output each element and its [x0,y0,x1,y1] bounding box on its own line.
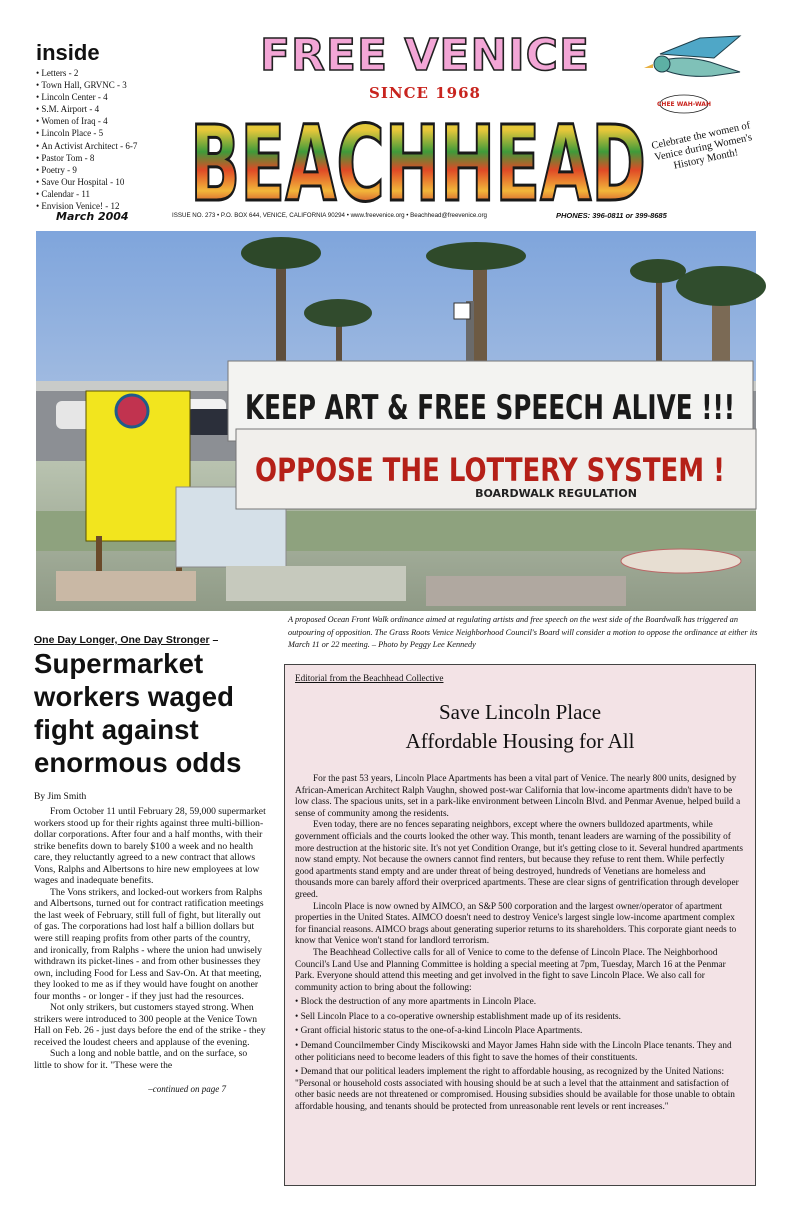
issue-date: March 2004 [56,210,129,223]
editorial-body [295,774,745,1114]
kicker-dash: – [212,634,219,646]
story-kicker [34,634,266,646]
inside-box [36,42,186,212]
inside-item[interactable]: • Letters - 2 [36,67,186,79]
demand-item: • Block the destruction of any more apartments in Lincoln Place. [295,997,745,1009]
bird-beak [644,64,653,68]
editorial-paragraph: Even today, there are no fences separating neighbors, except where the owners bulldozed apartments, while government officials and the courts looked the other way. This month, tenant leaders are warning of the possibility of more destruction at the historic site. It's not yet Condition Orange, but it's getting close to it. Several hundred apartments now stand empty. Not because the owners cannot find renters, but because they refuse to rent them. While perfectly good apartments stand empty and are under threat of being destroyed, hundreds of Venetians are homeless and thousands more can barely afford their overpriced apartments. These are clear signs of gentrification through developer greed. [295,820,743,900]
inside-item[interactable]: • Poetry - 9 [36,164,186,176]
story-paragraph: Not only strikers, but customers stayed strong. When strikers were introduced to 300 people at the Venice Town Hall on Feb. 26 - just days before the end of the strike - they received the loudest cheers and applause of the evening. [34,1002,266,1048]
demand-item: • Grant official historic status to the one-of-a-kind Lincoln Place Apartments. [295,1026,745,1038]
masthead-top-line: FREE VENICE [259,30,591,81]
continued-link[interactable]: –continued on page 7 [148,1083,226,1094]
bird-illustration [640,32,758,112]
inside-list [36,67,186,212]
bird-body [658,58,740,76]
masthead-name: BEACHHEAD [190,103,646,225]
story-paragraph: The Vons strikers, and locked-out workers from Ralphs and Albertsons, turned out for contract ratification meetings the last week of February, still full of fight, but literally out of gas. The corporations had lost half a billion dollars but were still reaping profits from other parts of the country, and ironically, from Ralphs - where the union had unwisely withdrawn its picket-lines - and from other businesses they own, including Food for Less and Sav-On. At that meeting, they looked to me as if they would have fought on another four months - or longer - if they just had the resources. [34,886,264,1002]
inside-item[interactable]: • Lincoln Center - 4 [36,91,186,103]
editorial-label: Editorial from the Beachhead Collective [295,673,444,683]
demand-item: • Sell Lincoln Place to a co-operative ownership establishment made up of its residents. [295,1012,745,1024]
inside-item[interactable]: • An Activist Architect - 6-7 [36,140,186,152]
front-photo [36,231,756,611]
kicker-text: One Day Longer, One Day Stronger [34,634,210,646]
banner-bottom-text: OPPOSE THE LOTTERY SYSTEM ! [255,451,725,489]
demands-list [295,997,745,1113]
demand-item: • Demand that our political leaders implement the right to affordable housing, as recognized by the United Nations: "Personal or household costs associated with housing should be at such a level that the attainment and satisfaction of other basic needs are not threatened or compromised. Housing subsidies should be available for those unable to obtain affordable housing, and tenants should be protected from unreasonable rent levels or rent increases." [295,1067,745,1113]
inside-item[interactable]: • Calendar - 11 [36,188,186,200]
story-paragraph: From October 11 until February 28, 59,000 supermarket workers stood up for their rights against three multi-billion-dollar corporations. After four and a half months, with their strike benefits down to barely $100 a week and no health care, they reluctantly agreed to a new contract that allows Vons, Ralphs and Albertsons to hire new employees at low wages and inadequate benefits. [34,806,266,887]
editorial-title [295,698,745,756]
bird-wing [660,36,740,58]
masthead-since: SINCE 1968 [369,84,481,102]
info-line [36,210,756,224]
editorial-paragraph: For the past 53 years, Lincoln Place Apartments has been a vital part of Venice. The nearly 800 units, designed by African-American Architect Ralph Vaughn, showed post-war California that low-income apartments didn't have to be low class. The spacious units, set in a park-like environment between Lincoln Blvd. and Penmar Avenue, helped build a sense of community among the residents. [295,774,741,819]
inside-title: inside [36,40,100,65]
inside-item[interactable]: • Save Our Hospital - 10 [36,176,186,188]
story-paragraph: Such a long and noble battle, and on the surface, so little to show for it. "These were the [34,1048,248,1072]
story-headline: Supermarket workers waged fight against enormous odds [34,648,242,778]
story-byline: By Jim Smith [34,792,87,802]
editorial-box [284,664,756,1186]
phone-numbers: PHONES: 396-0811 or 399-8685 [556,211,667,220]
inside-item[interactable]: • Envision Venice! - 12 [36,200,186,212]
inside-item[interactable]: • Town Hall, GRVNC - 3 [36,79,186,91]
photo-caption: A proposed Ocean Front Walk ordinance aimed at regulating artists and free speech on the west side of the Boardwalk has triggered an outpouring of opposition. The Grass Roots Venice Neighborhood Council's Board will consider a motion to oppose the ordinance at either its March 11 or 22 meeting. – Photo by Peggy Lee Kennedy [288,615,758,649]
easel-leg [96,536,102,576]
inside-item[interactable]: • Women of Iraq - 4 [36,115,186,127]
editorial-title-line: Save Lincoln Place [438,700,602,724]
street-sign [454,303,470,319]
inside-item[interactable]: • S.M. Airport - 4 [36,103,186,115]
bird-call: CHEE WAH-WAH [657,101,711,108]
banner-top-text: KEEP ART & FREE SPEECH ALIVE !!! [245,388,735,428]
story-body [34,806,266,1072]
editorial-paragraph: Lincoln Place is now owned by AIMCO, an S&P 500 corporation and the largest owner/operator of apartment properties in the United States. AIMCO doesn't need to destroy Venice's largest single low-income apartment complex for financial reasons. AIMCO brags about generating superior returns to its shareholders. This corporate giant needs to know that Venice won't stand for landlord terrorism. [295,901,737,947]
issue-info: ISSUE NO. 273 • P.O. BOX 644, VENICE, CALIFORNIA 90294 • www.freevenice.org • Beachhead@freevenice.org [172,212,487,219]
inside-item[interactable]: • Pastor Tom - 8 [36,152,186,164]
editorial-title-line: Affordable Housing for All [405,729,635,753]
banner-small-text: BOARDWALK REGULATION [475,487,637,500]
demand-item: • Demand Councilmember Cindy Miscikowski and Mayor James Hahn side with the Lincoln Place tenants. They and other politicians need to become leaders of this fight to save the homes of their constituents. [295,1041,745,1064]
painting-face [116,395,148,427]
editorial-paragraph: The Beachhead Collective calls for all of Venice to come to the defense of Lincoln Place. The Neighborhood Council's Land Use and Planning Committee is holding a special meeting at 7pm, Tuesday, March 16 at the Penmar Park. Everyone should attend this meeting and get involved in the fight to save Lincoln Place. We also call for community action to bring about the following: [295,947,726,993]
inside-item[interactable]: • Lincoln Place - 5 [36,127,186,139]
bird-head [654,56,670,72]
celebrate-note: Celebrate the women of Venice during Women's History Month! [650,120,754,172]
lead-story [34,634,266,1094]
